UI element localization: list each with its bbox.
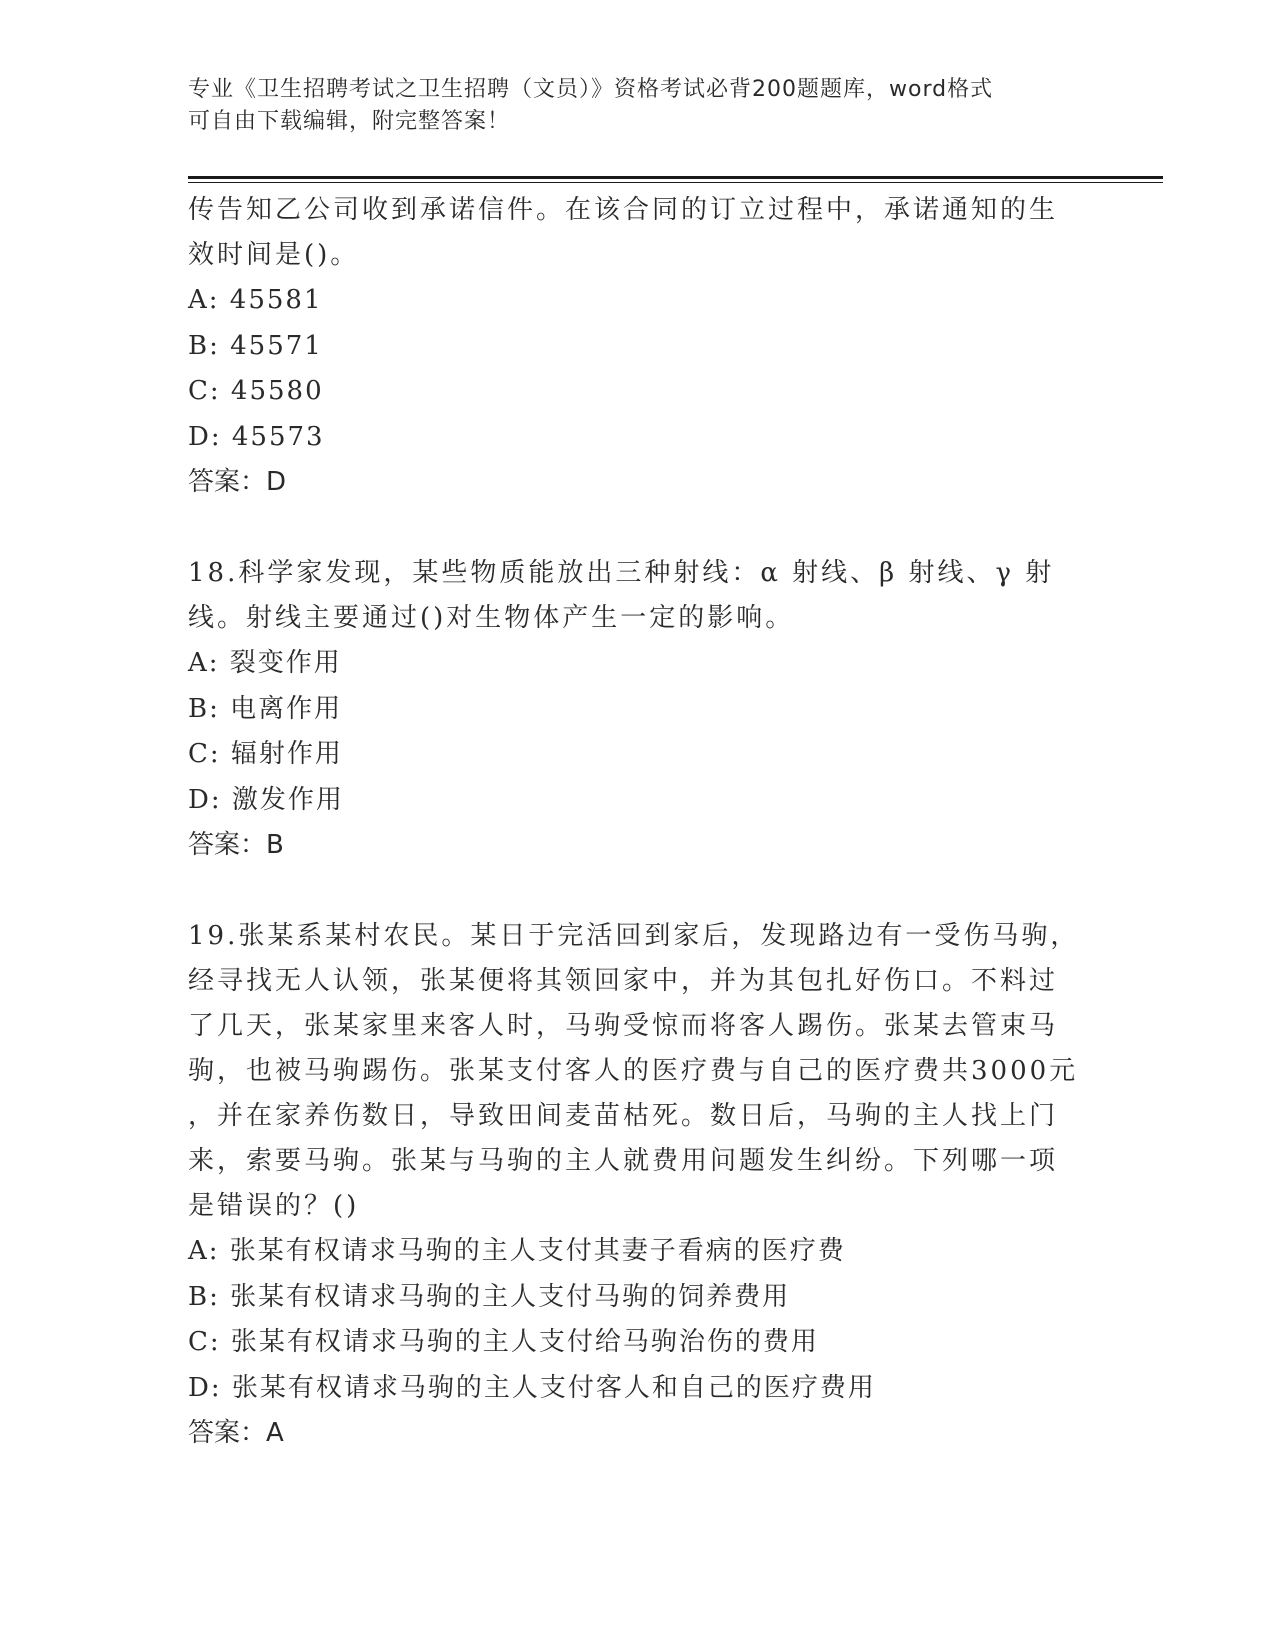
answer-line: 答案：D	[188, 467, 287, 497]
question-stem-line: 来，索要马驹。张某与马驹的主人就费用问题发生纠纷。下列哪一项	[188, 1146, 1059, 1176]
question-stem-line: 经寻找无人认领，张某便将其领回家中，并为其包扎好伤口。不料过	[188, 966, 1059, 996]
question-stem-line: 18.科学家发现，某些物质能放出三种射线：α 射线、β 射线、γ 射	[188, 558, 1055, 588]
option-d: D: 张某有权请求马驹的主人支付客人和自己的医疗费用	[188, 1372, 876, 1403]
answer-line: 答案：A	[188, 1418, 284, 1448]
option-b: B: 张某有权请求马驹的主人支付马驹的饲养费用	[188, 1281, 791, 1312]
document-body	[188, 188, 1088, 1456]
spacer	[188, 505, 1088, 551]
header-line-2: 可自由下载编辑，附完整答案！	[188, 109, 511, 134]
option-a: A: 45581	[188, 285, 323, 315]
question-18	[188, 551, 1088, 868]
answer-line: 答案：B	[188, 830, 284, 860]
question-stem-line: 线。射线主要通过()对生物体产生一定的影响。	[188, 603, 795, 633]
spacer	[188, 868, 1088, 914]
option-b: B: 45571	[188, 330, 323, 361]
question-19	[188, 914, 1088, 1456]
option-d: D: 45573	[188, 421, 325, 452]
option-a: A: 裂变作用	[188, 648, 342, 678]
question-stem-line: 19.张某系某村农民。某日于完活回到家后，发现路边有一受伤马驹，	[188, 921, 1080, 951]
header-divider-thick	[188, 176, 1163, 179]
question-stem-line: ，并在家养伤数日，导致田间麦苗枯死。数日后，马驹的主人找上门	[188, 1101, 1059, 1131]
question-stem-line: 传告知乙公司收到承诺信件。在该合同的订立过程中，承诺通知的生	[188, 195, 1059, 225]
option-d: D: 激发作用	[188, 784, 344, 815]
header-line-1: 专业《卫生招聘考试之卫生招聘（文员）》资格考试必背200题题库，word格式	[188, 77, 994, 102]
header-divider-thin	[188, 182, 1163, 183]
option-c: C: 45580	[188, 376, 324, 406]
question-stem-line: 了几天，张某家里来客人时，马驹受惊而将客人踢伤。张某去管束马	[188, 1011, 1059, 1041]
question-stem-line: 是错误的？()	[188, 1191, 360, 1221]
question-17	[188, 188, 1088, 505]
document-header	[188, 74, 1068, 138]
option-c: C: 辐射作用	[188, 739, 343, 769]
option-c: C: 张某有权请求马驹的主人支付给马驹治伤的费用	[188, 1327, 819, 1357]
option-b: B: 电离作用	[188, 693, 343, 724]
option-a: A: 张某有权请求马驹的主人支付其妻子看病的医疗费	[188, 1236, 846, 1266]
question-stem-line: 驹，也被马驹踢伤。张某支付客人的医疗费与自己的医疗费共3000元	[188, 1056, 1079, 1086]
question-stem-line: 效时间是()。	[188, 240, 360, 270]
